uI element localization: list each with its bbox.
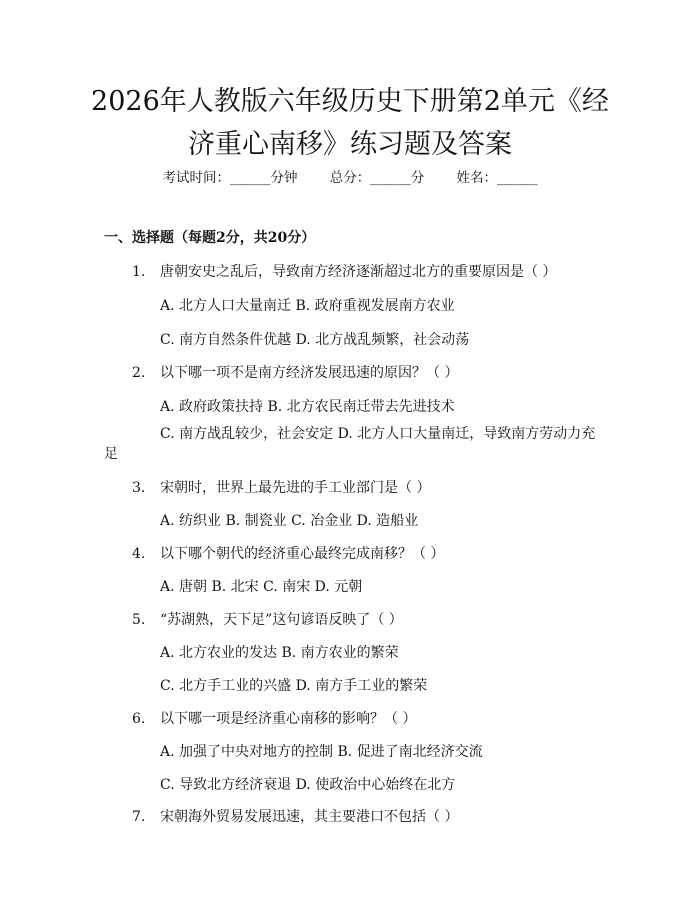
total-score: 总分：______分 [329,170,425,186]
question-number: 5. [132,612,146,628]
question-7 [132,807,458,827]
title-line-1: 2026年人教版六年级历史下册第2单元《经 [91,86,609,117]
section-heading: 一、选择题（每题2分，共20分） [104,230,316,246]
question-1 [132,262,556,282]
title-line-2: 济重心南移》练习题及答案 [188,129,512,160]
question-6-options-2: C. 导致北方经济衰退 D. 使政治中心始终在北方 [160,777,456,793]
student-name: 姓名：______ [456,170,538,186]
question-text: 以下哪个朝代的经济重心最终完成南移？（ ） [160,546,445,562]
question-1-options-1: A. 北方人口大量南迁 B. 政府重视发展南方农业 [160,298,455,314]
question-2-options-wrap: 足 [104,446,118,462]
question-2 [132,363,458,383]
question-text: 以下哪一项是经济重心南移的影响？（ ） [160,711,417,727]
question-4-options-1: A. 唐朝 B. 北宋 C. 南宋 D. 元朝 [160,579,363,595]
question-2-options-1: A. 政府政策扶持 B. 北方农民南迁带去先进技术 [160,399,455,415]
question-text: 宋朝时，世界上最先进的手工业部门是（ ） [160,480,431,496]
question-number: 1. [132,264,146,280]
question-5-options-1: A. 北方农业的发达 B. 南方农业的繁荣 [160,645,399,661]
question-text: 以下哪一项不是南方经济发展迅速的原因？（ ） [160,365,459,381]
question-5-options-2: C. 北方手工业的兴盛 D. 南方手工业的繁荣 [160,678,428,694]
exam-info [0,168,700,188]
question-number: 6. [132,711,146,727]
exam-time: 考试时间：______分钟 [162,170,298,186]
question-text: 唐朝安史之乱后，导致南方经济逐渐超过北方的重要原因是（ ） [160,264,557,280]
question-number: 4. [132,546,146,562]
question-3 [132,478,430,498]
question-number: 3. [132,480,146,496]
question-6-options-1: A. 加强了中央对地方的控制 B. 促进了南北经济交流 [160,744,483,760]
question-4 [132,544,444,564]
question-text: 宋朝海外贸易发展迅速，其主要港口不包括（ ） [160,809,459,825]
question-text: “苏湖熟，天下足”这句谚语反映了（ ） [160,612,403,628]
question-number: 7. [132,809,146,825]
page-title [60,80,640,166]
question-5 [132,610,403,630]
question-1-options-2: C. 南方自然条件优越 D. 北方战乱频繁，社会动荡 [160,332,470,348]
question-3-options-1: A. 纺织业 B. 制瓷业 C. 冶金业 D. 造船业 [160,513,419,529]
question-number: 2. [132,365,146,381]
question-2-options-2: C. 南方战乱较少，社会安定 D. 北方人口大量南迁，导致南方劳动力充 [160,426,596,442]
question-6 [132,709,416,729]
